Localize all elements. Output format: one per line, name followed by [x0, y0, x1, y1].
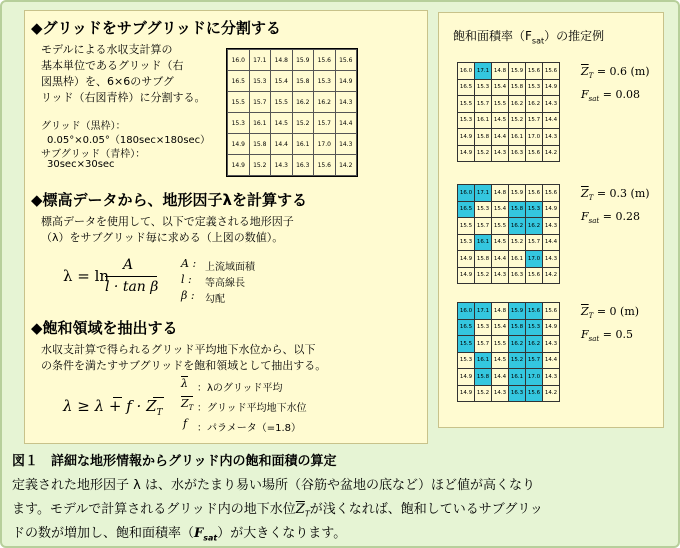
saturated-cell: 16.2 [509, 336, 526, 353]
grid-row [458, 303, 560, 320]
saturated-cell: 15.6 [526, 303, 543, 320]
body-line-1: 定義された地形因子 λ は、水がたまり易い場所（谷筋や盆地の底など）ほど値が高くなり [12, 478, 535, 493]
def-text: 等高線長 [205, 278, 245, 289]
grid-cell: 15.6 [543, 303, 560, 320]
grid-row [228, 71, 357, 92]
grid-cell: 14.9 [228, 134, 250, 155]
grid-cell: 14.8 [492, 63, 509, 80]
grid-cell: 15.3 [458, 352, 475, 369]
grid-cell: 15.5 [458, 96, 475, 113]
grid-cell: 15.3 [475, 319, 492, 336]
grid-cell: 15.7 [526, 234, 543, 251]
overline [181, 376, 188, 377]
grid-cell: 14.9 [543, 201, 560, 218]
grid-cell: 14.9 [458, 145, 475, 162]
grid-cell: 15.7 [314, 113, 336, 134]
grid-cell: 14.9 [458, 385, 475, 402]
body-line-2: ます。モデルで計算されるグリッド内の地下水位$\overline{Z}_T$が浅くなれば、飽和しているサブグリッ [12, 502, 543, 519]
grid-cell: 15.3 [526, 79, 543, 96]
def-text: ：グリッド平均地下水位 [197, 403, 307, 414]
grid-cell: 14.3 [335, 92, 357, 113]
grid-cell: 14.3 [492, 145, 509, 162]
overline [153, 397, 164, 398]
grid-cell: 14.3 [492, 385, 509, 402]
grid-cell: 17.1 [249, 50, 271, 71]
grid-row [228, 155, 357, 176]
grid-cell: 14.9 [458, 251, 475, 268]
grid-cell: 15.2 [475, 145, 492, 162]
grid-cell: 15.4 [492, 319, 509, 336]
saturated-cell: 15.9 [509, 303, 526, 320]
grid-row [228, 113, 357, 134]
s1-line: 基本単位であるグリッド（右 [41, 59, 184, 72]
grid-cell: 15.3 [314, 71, 336, 92]
grid-cell: 16.0 [228, 50, 250, 71]
grid-cell: 15.5 [458, 218, 475, 235]
grid-cell: 15.2 [475, 267, 492, 284]
grid-cell: 15.6 [543, 63, 560, 80]
s2-line: （λ）をサブグリッド毎に求める（上図の数値）。 [41, 231, 284, 244]
grid-cell: 15.6 [526, 267, 543, 284]
overline [113, 397, 122, 398]
grid-cell: 15.3 [475, 201, 492, 218]
grid-cell: 15.5 [271, 92, 293, 113]
grid-cell: 14.9 [458, 369, 475, 386]
grid-cell: 15.6 [543, 185, 560, 202]
grid-row [458, 251, 560, 268]
grid-cell: 15.6 [314, 50, 336, 71]
grid-cell: 16.2 [314, 92, 336, 113]
grid-cell: 14.8 [271, 50, 293, 71]
grid-cell: 15.4 [492, 201, 509, 218]
grid-row [458, 369, 560, 386]
grid-row [458, 185, 560, 202]
grid-cell: 15.5 [228, 92, 250, 113]
grid-cell: 14.9 [543, 79, 560, 96]
saturated-cell: 16.2 [526, 218, 543, 235]
saturated-cell: 15.6 [526, 385, 543, 402]
grid-cell: 15.8 [475, 251, 492, 268]
grid-row [228, 50, 357, 71]
grid-cell: 15.9 [292, 50, 314, 71]
grid-row [458, 79, 560, 96]
grid-cell: 14.3 [543, 251, 560, 268]
grid-row [458, 336, 560, 353]
grid-cell: 14.4 [543, 352, 560, 369]
s3-line: 水収支計算で得られるグリッド平均地下水位から、以下 [41, 343, 316, 356]
water-table-label: $\overline{Z}_T = 0.6$ (m) [581, 65, 650, 81]
grid-cell: 15.6 [335, 50, 357, 71]
grid-cell: 14.9 [228, 155, 250, 176]
grid-cell: 14.4 [335, 113, 357, 134]
fraction-bar [105, 276, 157, 277]
grid-cell: 16.1 [475, 112, 492, 129]
grid-cell: 17.0 [314, 134, 336, 155]
saturated-cell: 15.3 [526, 319, 543, 336]
body-line-3: ドの数が増加し、飽和面積率$(F_{sat})$が大きくなります。 [12, 526, 347, 543]
left-panel [24, 10, 428, 444]
saturated-cell: 16.1 [509, 369, 526, 386]
grid-row [458, 352, 560, 369]
section3-title: ◆飽和領域を抽出する [31, 319, 178, 337]
grid-cell: 15.3 [458, 234, 475, 251]
grid-cell: 15.6 [526, 145, 543, 162]
estimation-title: 飽和面積率$(F_{sat})$の推定例 [453, 29, 605, 46]
s1-line: リッド（右図青枠）に分割する。 [41, 91, 206, 104]
grid-cell: 15.5 [492, 218, 509, 235]
grid-cell: 15.9 [509, 63, 526, 80]
grid-cell: 14.4 [492, 251, 509, 268]
section1-title: ◆グリッドをサブグリッドに分割する [31, 19, 281, 37]
saturated-cell: 15.2 [509, 352, 526, 369]
water-table-label: $\overline{Z}_T = 0.3$ (m) [581, 187, 650, 203]
grid-cell: 16.1 [292, 134, 314, 155]
grid-cell: 16.1 [509, 251, 526, 268]
saturated-cell: 15.7 [526, 352, 543, 369]
grid-cell: 14.9 [458, 267, 475, 284]
grid-cell: 14.4 [492, 129, 509, 146]
grid-cell: 14.3 [492, 267, 509, 284]
grid-cell: 15.8 [509, 79, 526, 96]
grid-cell: 15.8 [292, 71, 314, 92]
grid-row [458, 234, 560, 251]
grid-cell: 14.3 [335, 134, 357, 155]
saturated-cell: 15.3 [526, 201, 543, 218]
formula-lhs: λ = ln [63, 267, 110, 285]
condition-text: λ ≥ λ + f · Z [63, 397, 157, 415]
fsat-label: $F_{sat} = 0.5$ [581, 328, 633, 344]
grid-row [458, 201, 560, 218]
grid-row [458, 145, 560, 162]
saturated-cell: 16.2 [509, 218, 526, 235]
grid-cell: 15.4 [271, 71, 293, 92]
grid-cell: 16.0 [458, 63, 475, 80]
grid-cell: 15.2 [509, 112, 526, 129]
saturated-cell: 16.2 [526, 336, 543, 353]
grid-cell: 15.2 [509, 234, 526, 251]
grid-cell: 14.5 [271, 113, 293, 134]
grid-row [458, 319, 560, 336]
grid-cell: 15.7 [249, 92, 271, 113]
grid-cell: 14.3 [271, 155, 293, 176]
formula-denominator: l · tan β [105, 279, 159, 295]
grid-row [228, 92, 357, 113]
grid-cell: 14.9 [543, 319, 560, 336]
grid-cell: 15.5 [492, 336, 509, 353]
water-table-label: $\overline{Z}_T = 0$ (m) [581, 305, 640, 321]
grid-cell: 14.5 [492, 352, 509, 369]
grid-cell: 14.4 [543, 234, 560, 251]
fsat-label: $F_{sat} = 0.28$ [581, 210, 640, 226]
def-sym: A : [181, 257, 197, 270]
subgrid-label: サブグリッド（青枠）： [41, 149, 146, 160]
saturated-cell: 16.0 [458, 185, 475, 202]
grid-cell: 15.9 [509, 185, 526, 202]
grid-cell: 16.2 [292, 92, 314, 113]
saturated-cell: 17.0 [526, 369, 543, 386]
grid-cell: 16.2 [526, 96, 543, 113]
grid-cell: 15.3 [249, 71, 271, 92]
overline [181, 396, 193, 397]
def-text: ：λのグリッド平均 [197, 383, 283, 394]
example-grid [457, 184, 560, 284]
grid-cell: 16.3 [509, 267, 526, 284]
def-sym: β : [181, 289, 195, 302]
figure-caption: 図１ 詳細な地形情報からグリッド内の飽和面積の算定 [12, 454, 337, 469]
grid-row [458, 218, 560, 235]
grid-cell: 14.2 [543, 145, 560, 162]
example-grid [457, 62, 560, 162]
saturated-cell: 15.8 [475, 369, 492, 386]
grid-label: グリッド（黒枠）： [41, 121, 126, 132]
grid-cell: 14.2 [543, 385, 560, 402]
grid-cell: 14.5 [492, 234, 509, 251]
grid-cell: 14.3 [543, 336, 560, 353]
grid-cell: 15.6 [314, 155, 336, 176]
saturated-cell: 16.1 [475, 352, 492, 369]
saturated-cell: 16.1 [475, 234, 492, 251]
def-text: 勾配 [205, 294, 225, 305]
grid-cell: 14.5 [492, 112, 509, 129]
example-grid [457, 302, 560, 402]
grid-cell: 15.7 [526, 112, 543, 129]
grid-cell: 15.7 [475, 96, 492, 113]
grid-cell: 15.7 [475, 218, 492, 235]
formula-numerator: A [123, 257, 134, 273]
saturated-cell: 15.5 [458, 336, 475, 353]
grid-size: 0.05°×0.05°（180sec×180sec） [47, 135, 211, 146]
saturated-cell: 16.5 [458, 319, 475, 336]
saturated-cell: 16.5 [458, 201, 475, 218]
subgrid-size: 30sec×30sec [47, 159, 115, 170]
saturated-cell: 16.3 [509, 385, 526, 402]
grid-row [228, 134, 357, 155]
grid-cell: 16.5 [228, 71, 250, 92]
grid-row [458, 112, 560, 129]
grid-cell: 16.2 [509, 96, 526, 113]
grid-cell: 14.2 [543, 267, 560, 284]
s1-line: モデルによる水収支計算の [41, 43, 173, 56]
def-sym: λ [181, 377, 188, 390]
grid-cell: 15.3 [475, 79, 492, 96]
grid-cell: 14.9 [335, 71, 357, 92]
grid-cell: 14.3 [543, 129, 560, 146]
grid-cell: 14.3 [543, 218, 560, 235]
s1-line: 図黒枠）を、6×6のサブグ [41, 75, 174, 88]
grid-cell: 14.8 [492, 185, 509, 202]
grid-cell: 15.6 [526, 63, 543, 80]
grid-cell: 14.9 [458, 129, 475, 146]
grid-cell: 16.3 [509, 145, 526, 162]
grid-cell: 15.2 [292, 113, 314, 134]
grid-cell: 15.2 [475, 385, 492, 402]
grid-row [458, 129, 560, 146]
def-sym: l : [181, 273, 192, 286]
grid-cell: 14.4 [271, 134, 293, 155]
grid-cell: 14.3 [543, 369, 560, 386]
grid-row [458, 385, 560, 402]
saturation-condition: $\lambda \ge \lambda + f \cdot Z_T$ [63, 397, 163, 418]
grid-cell: 14.3 [543, 96, 560, 113]
saturated-cell: 16.0 [458, 303, 475, 320]
grid-cell: 15.6 [526, 185, 543, 202]
fsat-label: $F_{sat} = 0.08$ [581, 88, 640, 104]
def-sym: $Z_T$ [181, 397, 194, 413]
elevation-grid-table [227, 49, 357, 176]
def-text: 上流域面積 [205, 262, 255, 273]
section2-title: ◆標高データから、地形因子λを計算する [31, 191, 308, 209]
grid-row [458, 63, 560, 80]
grid-cell: 14.4 [543, 112, 560, 129]
grid-cell: 14.4 [492, 369, 509, 386]
saturated-cell: 17.0 [526, 251, 543, 268]
grid-cell: 15.8 [475, 129, 492, 146]
grid-cell: 15.7 [475, 336, 492, 353]
grid-cell: 16.1 [509, 129, 526, 146]
saturated-cell: 17.1 [475, 303, 492, 320]
saturated-cell: 17.1 [475, 185, 492, 202]
saturated-cell: 15.8 [509, 201, 526, 218]
grid-cell: 17.0 [526, 129, 543, 146]
def-text: ：パラメータ（=1.8） [197, 423, 301, 434]
grid-cell: 16.3 [292, 155, 314, 176]
grid-row [458, 267, 560, 284]
saturated-cell: 15.8 [509, 319, 526, 336]
right-panel [438, 12, 664, 428]
s2-line: 標高データを使用して、以下で定義される地形因子 [41, 215, 294, 228]
grid-cell: 14.8 [492, 303, 509, 320]
grid-cell: 15.8 [249, 134, 271, 155]
saturated-cell: 17.1 [475, 63, 492, 80]
def-sym: f [183, 417, 188, 430]
grid-cell: 15.5 [492, 96, 509, 113]
grid-cell: 15.2 [249, 155, 271, 176]
grid-cell: 15.3 [228, 113, 250, 134]
grid-cell: 16.5 [458, 79, 475, 96]
s3-line: の条件を満たすサブグリッドを飽和領域として抽出する。 [41, 359, 327, 372]
grid-cell: 14.2 [335, 155, 357, 176]
grid-cell: 16.1 [249, 113, 271, 134]
grid-row [458, 96, 560, 113]
grid-cell: 15.3 [458, 112, 475, 129]
grid-cell: 15.4 [492, 79, 509, 96]
